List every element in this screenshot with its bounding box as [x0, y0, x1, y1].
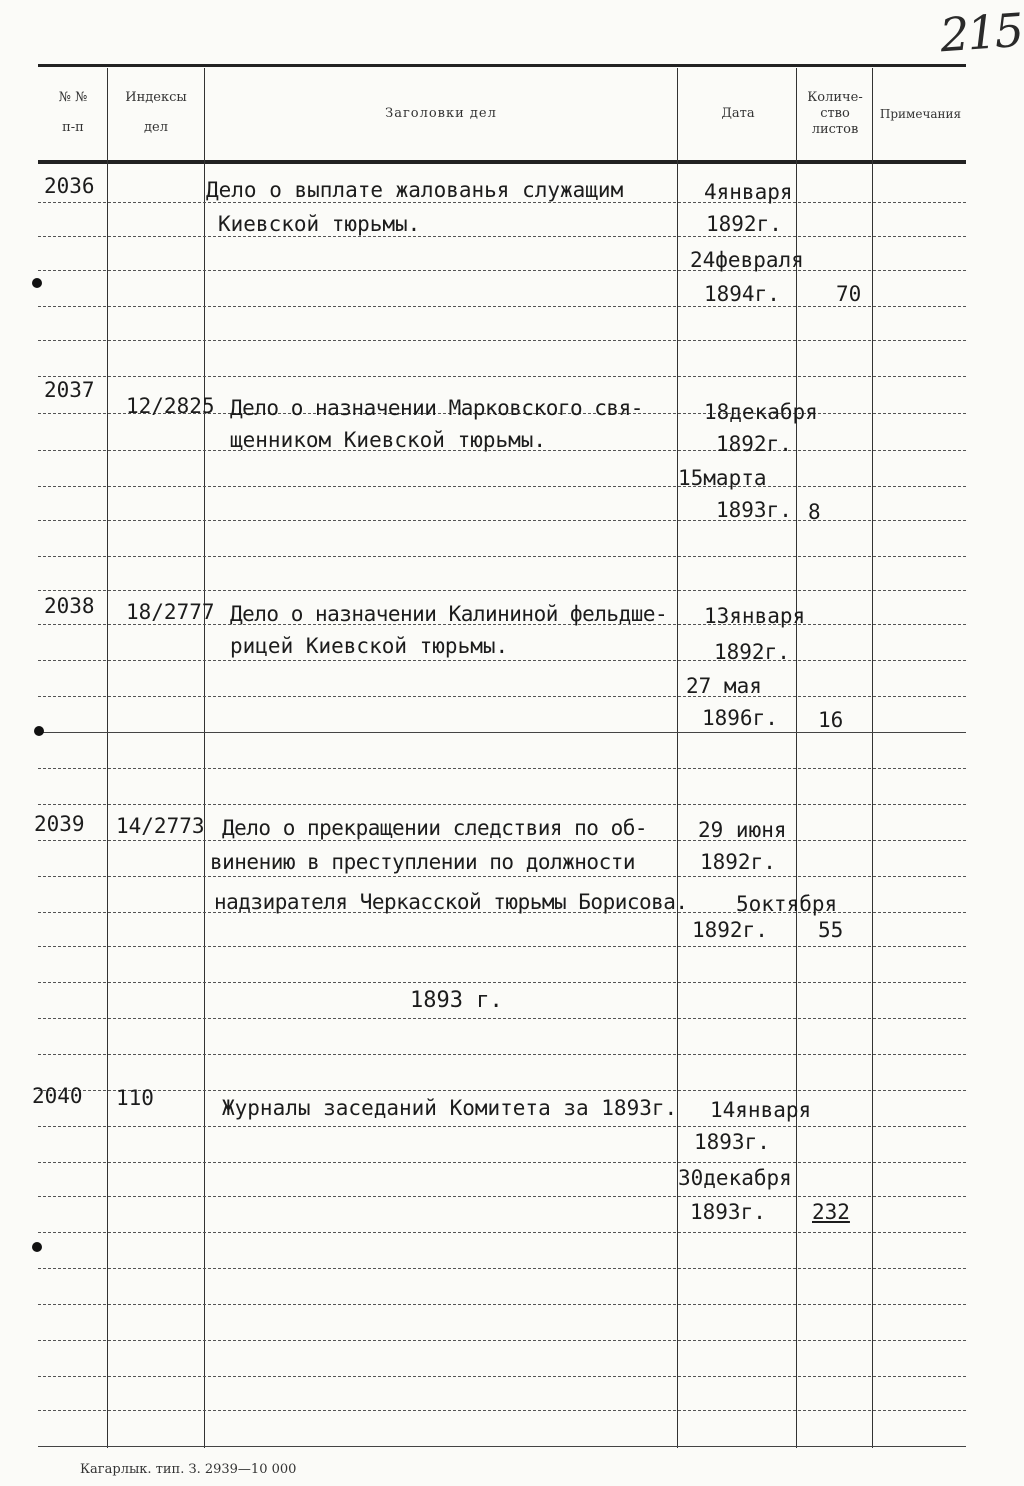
header-col-no-line1: № № — [58, 90, 88, 105]
column-line-1 — [107, 68, 108, 1448]
header-col-index-line2: дел — [144, 120, 168, 135]
record-title-line: рицей Киевской тюрьмы. — [230, 634, 509, 658]
record-date-end-year: 1896г. — [702, 706, 778, 730]
record-date-start-year: 1892г. — [716, 432, 792, 456]
record-title-line: винению в преступлении по должности — [210, 850, 636, 874]
ruled-line — [38, 1446, 966, 1447]
record-title-line: Журналы заседаний Комитета за 1893г. — [222, 1096, 678, 1120]
record-title-line: Дело о назначении Марковского свя- — [230, 396, 643, 420]
printer-footer: Кагарлык. тип. З. 2939—10 000 — [80, 1462, 297, 1477]
binder-hole — [34, 726, 44, 736]
header-col-index-line1: Индексы — [125, 90, 187, 105]
record-index: 12/2825 — [126, 394, 215, 418]
ruled-line — [38, 876, 966, 877]
ruled-line — [38, 590, 966, 591]
record-number: 2036 — [44, 174, 95, 198]
record-date-end-day: 30декабря — [678, 1166, 792, 1190]
ruled-line — [38, 236, 966, 237]
record-date-end-day: 5октября — [736, 892, 838, 916]
record-sheet-count: 16 — [818, 708, 844, 732]
record-number: 2037 — [44, 378, 95, 402]
record-index: 14/2773 — [116, 814, 205, 838]
record-date-end-day: 27 мая — [686, 674, 762, 698]
ruled-line — [38, 202, 966, 203]
ruled-line — [38, 1340, 966, 1341]
header-col-no-line2: п-п — [62, 120, 84, 135]
ruled-line — [38, 732, 966, 733]
record-date-end-year: 1893г. — [690, 1200, 766, 1224]
ruled-line — [38, 306, 966, 307]
ruled-line — [38, 768, 966, 769]
page-number: 215 — [938, 2, 1024, 63]
record-date-end-year: 1894г. — [704, 282, 780, 306]
header-col-count-line1: Количе- — [807, 90, 863, 105]
ruled-line — [38, 486, 966, 487]
ruled-line — [38, 1090, 966, 1091]
ruled-line — [38, 1126, 966, 1127]
header-col-count-line3: листов — [811, 122, 859, 137]
record-sheet-count: 8 — [808, 500, 821, 524]
header-col-date: Дата — [721, 106, 755, 121]
record-title-line: щенником Киевской тюрьмы. — [230, 428, 547, 452]
header-col-count — [798, 90, 872, 138]
ruled-line — [38, 1232, 966, 1233]
ruled-line — [38, 1162, 966, 1163]
record-title-line: Дело о назначении Калининой фельдше- — [230, 602, 668, 626]
ruled-line — [38, 1018, 966, 1019]
ruled-line — [38, 982, 966, 983]
record-date-end-year: 1892г. — [692, 918, 768, 942]
record-date-end-year: 1893г. — [716, 498, 792, 522]
record-number: 2038 — [44, 594, 95, 618]
record-date-start-day: 18декабря — [704, 400, 818, 424]
record-date-end-day: 24февраля — [690, 248, 804, 272]
ruled-line — [38, 270, 966, 271]
header-bottom-rule — [38, 160, 966, 164]
ruled-line — [38, 946, 966, 947]
record-date-start-day: 14января — [710, 1098, 812, 1122]
record-date-start-day: 13января — [704, 604, 806, 628]
binder-hole — [32, 278, 42, 288]
ruled-line — [38, 556, 966, 557]
ruled-line — [38, 1304, 966, 1305]
record-title-line: надзирателя Черкасской тюрьмы Борисова. — [214, 890, 688, 914]
ruled-line — [38, 1268, 966, 1269]
header-col-no — [40, 90, 106, 136]
ruled-line — [38, 660, 966, 661]
record-title-line: Дело о прекращении следствия по об- — [222, 816, 648, 840]
record-date-start-year: 1892г. — [714, 640, 790, 664]
ruled-line — [38, 376, 966, 377]
ruled-line — [38, 1410, 966, 1411]
column-line-5 — [872, 68, 873, 1448]
record-date-end-day: 15марта — [678, 466, 767, 490]
section-year-heading: 1893 г. — [410, 988, 503, 1013]
ruled-line — [38, 840, 966, 841]
record-number: 2039 — [34, 812, 85, 836]
ruled-line — [38, 696, 966, 697]
binder-hole — [32, 1242, 42, 1252]
ruled-line — [38, 520, 966, 521]
record-sheet-count: 70 — [836, 282, 862, 306]
ruled-line — [38, 804, 966, 805]
ruled-line — [38, 340, 966, 341]
record-number: 2040 — [32, 1084, 83, 1108]
column-line-2 — [204, 68, 205, 1448]
record-date-start-year: 1893г. — [694, 1130, 770, 1154]
record-index: 18/2777 — [126, 600, 215, 624]
record-date-start-year: 1892г. — [706, 212, 782, 236]
ruled-line — [38, 1196, 966, 1197]
ruled-line — [38, 1376, 966, 1377]
record-title-line: Киевской тюрьмы. — [218, 212, 421, 236]
record-sheet-count: 232 — [812, 1200, 850, 1224]
record-date-start-day: 29 июня — [698, 818, 787, 842]
header-col-count-line2: ство — [820, 106, 850, 121]
record-title-line: Дело о выплате жалованья служащим — [206, 178, 624, 202]
record-sheet-count: 55 — [818, 918, 844, 942]
record-index: 110 — [116, 1086, 154, 1110]
header-col-title: Заголовки дел — [385, 106, 497, 121]
header-top-rule — [38, 64, 966, 67]
record-date-start-day: 4января — [704, 180, 793, 204]
header-col-index — [110, 90, 202, 136]
column-line-4 — [796, 68, 797, 1448]
record-date-start-year: 1892г. — [700, 850, 776, 874]
column-line-3 — [677, 68, 678, 1448]
ruled-line — [38, 1054, 966, 1055]
header-col-notes: Примечания — [879, 107, 962, 121]
